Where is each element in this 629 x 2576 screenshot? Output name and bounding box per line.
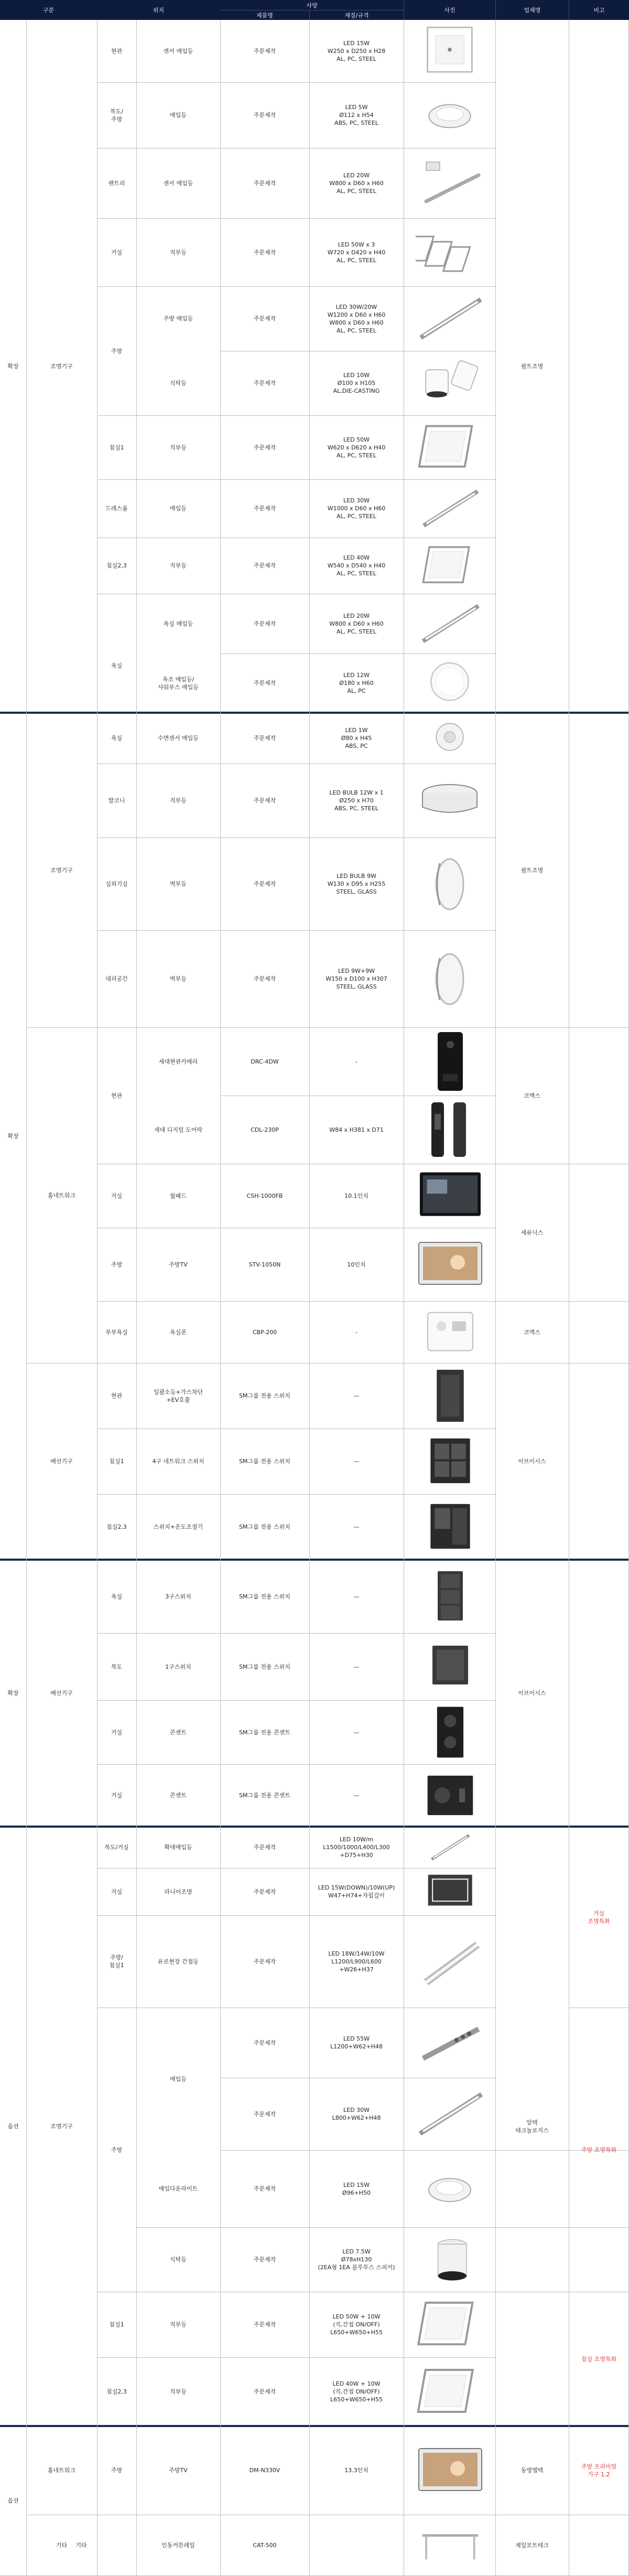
curtain-rail-icon — [404, 2515, 495, 2575]
room-label: 거실 — [111, 1888, 123, 1895]
item-type: 매입등 — [170, 112, 187, 119]
group-label: 조명기구 — [50, 2123, 73, 2130]
vendor-label: 동영엠텍 — [520, 2467, 544, 2474]
kitchen-tv-icon — [404, 2426, 495, 2515]
product-name: 주문제작 — [253, 2256, 276, 2263]
room-label: 침실2,3 — [106, 1523, 127, 1530]
material-spec: 13.3인치 — [344, 2467, 368, 2474]
magnetic-light-icon — [404, 2008, 495, 2078]
room-label: 부부욕실 — [105, 1328, 128, 1336]
material-spec: - — [355, 1058, 357, 1065]
product-name: SM그룹 전용 스위치 — [239, 1593, 290, 1600]
item-type: 벽부등 — [170, 881, 187, 887]
material-spec: LED 15W Ø96+H50 — [342, 2181, 371, 2196]
product-name: 주문제작 — [253, 249, 276, 256]
item-type: 직부등 — [170, 2388, 187, 2395]
room-label: 드레스룸 — [105, 505, 128, 512]
product-name: 주문제작 — [253, 2185, 276, 2192]
product-name: SM그룹 전용 스위치 — [239, 1663, 290, 1670]
item-type: 유로현장 간접등 — [158, 1958, 199, 1965]
item-type: 주방 매입등 — [163, 315, 193, 322]
material-spec: LED 50W x 3 W720 x D420 x H40 AL, PC, STEEL — [327, 241, 386, 264]
round-flat-light-icon — [404, 653, 495, 713]
linear-light-icon — [404, 2078, 495, 2150]
item-type: 일괄소등+가스차단 +EV호출 — [153, 1388, 203, 1403]
material-spec: LED 50W W620 x D620 x H40 AL, PC, STEEL — [327, 436, 386, 459]
room-label: 주방 — [111, 2146, 123, 2153]
header-remark: 비고 — [569, 0, 629, 20]
vendor-label: 제일모트테크 — [515, 2541, 549, 2549]
item-type: 세대현관카메라 — [158, 1058, 198, 1065]
item-type: 세대 디지털 도어락 — [154, 1126, 202, 1133]
product-name: 주문제작 — [253, 444, 276, 451]
product-name: CBP-200 — [252, 1328, 277, 1336]
material-spec: — — [353, 1392, 360, 1399]
item-type: 월패드 — [170, 1192, 187, 1199]
item-type: 욕실 매입등 — [163, 620, 193, 627]
header-location: 위치 — [97, 0, 220, 20]
room-label: 침실1 — [109, 444, 124, 451]
room-label: 욕실 — [111, 662, 123, 669]
room-label: 거실 — [111, 1192, 123, 1199]
material-spec: LED 5W Ø112 x H54 ABS, PC, STEEL — [334, 104, 378, 126]
product-name: 주문제작 — [253, 2110, 276, 2118]
material-spec: LED 30W W1000 x D60 x H60 AL, PC, STEEL — [327, 497, 386, 520]
profile-light-icon — [404, 1915, 495, 2008]
product-name: 주문제작 — [253, 797, 276, 804]
header-material-size: 재질/규격 — [309, 10, 404, 20]
item-type: 확대매입등 — [164, 1844, 192, 1851]
room-label: 거실 — [111, 1792, 123, 1799]
product-name: 주문제작 — [253, 112, 276, 119]
room-label: 침실2,3 — [106, 2388, 127, 2395]
product-name: 주문제작 — [253, 1844, 276, 1851]
material-spec: — — [353, 1593, 360, 1600]
product-name: CAT-500 — [253, 2541, 277, 2549]
room-label: 주방/ 침실1 — [109, 1954, 124, 1969]
product-name: 주문제작 — [253, 881, 276, 887]
ceiling-light-icon — [404, 764, 495, 838]
material-spec: LED 9W+9W W150 x D100 x H307 STEEL, GLASS — [326, 968, 387, 990]
kitchen-tv-icon — [404, 1228, 495, 1301]
material-spec: — — [353, 1729, 360, 1736]
square-panel-light-icon — [404, 2357, 495, 2426]
vendor-label: 코맥스 — [524, 1328, 540, 1336]
material-spec: LED 10W Ø100 x H105 AL,DIE-CASTING — [333, 372, 380, 394]
product-name: DM-N330V — [249, 2467, 280, 2474]
vendor-label: 이브이시스 — [518, 1458, 546, 1465]
header-photo: 사진 — [404, 0, 495, 20]
item-type: 직부등 — [170, 444, 187, 451]
speaker-light-icon — [404, 2227, 495, 2292]
linear-light-icon — [404, 1827, 495, 1868]
network-switch-icon — [404, 1429, 495, 1494]
item-type: 직부등 — [170, 562, 187, 569]
group-label: 배선기구 — [50, 1690, 73, 1697]
product-name: 주문제작 — [253, 562, 276, 569]
linear-light-icon — [404, 479, 495, 538]
material-spec: LED 40W W540 x D540 x H40 AL, PC, STEEL — [327, 554, 386, 577]
material-spec: LED 50W + 10W (직,간접 ON/OFF) L650+W650+H55 — [330, 2313, 383, 2336]
switch-1gang-icon — [404, 1633, 495, 1700]
material-spec: 10인치 — [347, 1261, 366, 1268]
downlight-icon — [404, 2150, 495, 2227]
vendor-label: 필트조명 — [520, 866, 544, 874]
group-label: 기타 — [56, 2541, 68, 2549]
product-name: 주문제작 — [253, 1888, 276, 1895]
item-type: 주방TV — [169, 1261, 188, 1268]
material-spec: LED BULB 9W W130 x D95 x H255 STEEL, GLASS — [327, 873, 386, 895]
material-spec: LED 18W/14W/10W L1200/L900/L600 +W26+H37 — [328, 1950, 385, 1973]
product-name: CSH-1000FB — [246, 1192, 283, 1199]
room-label: 현관 — [111, 1392, 123, 1399]
vendor-label: 필트조명 — [520, 363, 544, 370]
item-type: 식탁등 — [170, 380, 187, 387]
door-lock-icon — [404, 1096, 495, 1164]
room-label: 침실2,3 — [106, 562, 127, 569]
material-spec: — — [353, 1458, 360, 1465]
product-name: SM그룹 전용 스위치 — [239, 1392, 290, 1399]
item-type: 콘센트 — [170, 1792, 187, 1799]
material-spec: LED 15W W250 x D250 x H28 AL, PC, STEEL — [327, 40, 386, 62]
zone-label: 옵션 — [7, 2123, 19, 2130]
vendor-label: 코맥스 — [524, 1092, 540, 1099]
group-label: 조명기구 — [50, 363, 73, 370]
room-label: 주방 — [111, 2467, 123, 2474]
product-name: SM그룹 전용 스위치 — [239, 1523, 290, 1530]
remark-label: 주방 프리미엄 가구 1,2 — [581, 2463, 617, 2478]
square-panel-light-icon — [404, 2292, 495, 2357]
downlight-icon — [404, 82, 495, 148]
product-name: 주문제작 — [253, 1958, 276, 1965]
group-label: 배선기구 — [50, 1458, 73, 1465]
room-label: 현관 — [111, 48, 123, 55]
square-panel-light-icon — [404, 415, 495, 479]
room-label: 욕실 — [111, 735, 123, 742]
room-label: 주방 — [111, 347, 123, 355]
room-label: 복도 — [111, 1663, 123, 1670]
material-spec: W84 x H381 x D71 — [329, 1126, 384, 1133]
item-type: 직부등 — [170, 249, 187, 256]
room-label: 대피공간 — [105, 975, 128, 982]
room-label: 복도/ 주방 — [110, 108, 123, 123]
item-type: 스위치+온도조절기 — [153, 1523, 203, 1530]
product-name: 주문제작 — [253, 680, 276, 686]
zone-label: 옵션 — [7, 2497, 19, 2504]
room-label: 실외기실 — [105, 881, 128, 887]
product-name: 주문제작 — [253, 48, 276, 55]
product-name: SM그룹 전용 콘센트 — [239, 1792, 290, 1799]
item-type: 욕조 매입등/ 샤워부스 매입등 — [158, 675, 199, 691]
triple-panel-light-icon — [404, 218, 495, 286]
type-label: 매입등 — [170, 2075, 187, 2083]
item-type: 라니어조명 — [164, 1888, 192, 1895]
room-label: 발코니 — [108, 797, 125, 804]
group-label: 조명기구 — [50, 866, 73, 874]
zone-label: 확장 — [7, 1690, 19, 1697]
material-spec: LED 30W/20W W1200 x D60 x H60 W800 x D60 x H60 AL, PC, STEEL — [327, 303, 386, 334]
room-label: 복도/거실 — [104, 1844, 129, 1851]
switch-3gang-icon — [404, 1560, 495, 1633]
room-label: 욕실 — [111, 1593, 123, 1600]
material-spec: — — [353, 1663, 360, 1670]
material-spec: — — [353, 1523, 360, 1530]
wall-light-icon — [404, 838, 495, 930]
material-spec: LED 40W + 10W (직,간접 ON/OFF) L650+W650+H55 — [330, 2380, 383, 2403]
item-type: 직부등 — [170, 797, 187, 804]
material-spec: LED BULB 12W x 1 Ø250 x H70 ABS, PC, STEEL — [329, 789, 384, 812]
product-name: 주문제작 — [253, 975, 276, 982]
item-type: 욕실폰 — [170, 1328, 187, 1336]
item-type: 벽부등 — [170, 975, 187, 982]
product-name: SM그룹 전용 스위치 — [239, 1458, 290, 1465]
linear-light-icon — [404, 286, 495, 351]
vendor-label: 알텍 테크놀로지스 — [515, 2119, 549, 2134]
product-name: 주문제작 — [253, 735, 276, 742]
zone-label: 확장 — [7, 1133, 19, 1140]
linear-light-icon — [404, 594, 495, 653]
product-name: STV-1050N — [248, 1261, 281, 1268]
item-type: 4구 네트워크 스위치 — [152, 1458, 204, 1465]
product-name: DRC-4DW — [251, 1058, 279, 1065]
remark-label: 주방 조명특화 — [581, 2146, 617, 2153]
material-spec: LED 55W L1200+W62+H48 — [330, 2035, 383, 2050]
material-spec: LED 20W W800 x D60 x H60 AL, PC, STEEL — [329, 171, 384, 195]
product-name: SM그룹 전용 콘센트 — [239, 1729, 290, 1736]
group-label: 홈네트워크 — [47, 1192, 76, 1199]
material-spec: 10.1인치 — [344, 1192, 368, 1199]
header-category: 구분 — [0, 0, 97, 20]
vendor-label: 이브이시스 — [518, 1690, 546, 1697]
item-type: 3구스위치 — [165, 1593, 191, 1600]
spot-light-icon — [404, 351, 495, 415]
header-vendor: 업체명 — [495, 0, 569, 20]
item-type: 수면센서 매입등 — [158, 735, 199, 742]
group-label: 홈네트워크 — [47, 2467, 76, 2474]
material-spec — [309, 2515, 404, 2575]
item-type: 인동커튼레일 — [161, 2541, 195, 2549]
material-spec: LED 10W/m L1500/1000/L400/L300 +D75+H30 — [323, 1836, 390, 1859]
item-type: 1구스위치 — [165, 1663, 191, 1670]
vendor-label: 세유닉스 — [520, 1229, 544, 1236]
material-spec: LED 7.5W Ø78xH130 (2EA형 1EA 블루투스 스피커) — [318, 2248, 395, 2271]
wallpad-icon — [404, 1164, 495, 1228]
product-name: 주문제작 — [253, 2039, 276, 2046]
door-camera-icon — [404, 1027, 495, 1096]
outlet-icon — [404, 1700, 495, 1764]
material-spec: - — [355, 1328, 357, 1336]
product-name: 주문제작 — [253, 179, 276, 187]
room-label: 거실 — [111, 1729, 123, 1736]
item-type: 매입다운라이트 — [158, 2185, 198, 2192]
master-switch-icon — [404, 1363, 495, 1429]
sensor-light-icon — [404, 713, 495, 764]
item-type: 주방TV — [169, 2467, 188, 2474]
zone-label: 확장 — [7, 363, 19, 370]
product-name: CDL-230P — [251, 1126, 279, 1133]
item-type: 센서 매입등 — [163, 179, 193, 187]
material-spec: — — [353, 1792, 360, 1799]
ceiling-frame-light-icon — [404, 1868, 495, 1915]
product-name: 주문제작 — [253, 2388, 276, 2395]
square-panel-light-icon — [404, 538, 495, 594]
bathroom-phone-icon — [404, 1301, 495, 1363]
material-spec: LED 12W Ø180 x H60 AL, PC — [339, 672, 374, 694]
item-type: 센서 매입등 — [163, 48, 193, 55]
material-spec: LED 1W Ø80 x H45 ABS, PC — [341, 727, 372, 749]
product-name: 주문제작 — [253, 2321, 276, 2328]
item-type: 직부등 — [170, 2321, 187, 2328]
remark-label: 거실 조명특화 — [588, 1909, 610, 1925]
product-name: 주문제작 — [253, 620, 276, 627]
room-label: 현관 — [111, 1092, 123, 1099]
material-spec: LED 15W(DOWN)/10W(UP) W47+H74+자립길이 — [318, 1884, 395, 1899]
product-name: 주문제작 — [253, 505, 276, 512]
thermostat-switch-icon — [404, 1494, 495, 1560]
item-type: 콘센트 — [170, 1729, 187, 1736]
sensor-linear-light-icon — [404, 148, 495, 218]
sensor-recessed-light-icon — [404, 20, 495, 82]
wall-light-icon — [404, 930, 495, 1027]
material-spec: LED 30W L800+W62+H48 — [332, 2107, 381, 2121]
material-spec: LED 20W W800 x D60 x H60 AL, PC, STEEL — [329, 612, 384, 635]
room-label: 팬트리 — [108, 179, 125, 187]
product-name: 주문제작 — [253, 380, 276, 387]
room-label: 거실 — [111, 249, 123, 256]
room-label: 주방 — [111, 1261, 123, 1268]
item-type: 매입등 — [170, 505, 187, 512]
item-type: 식탁등 — [170, 2256, 187, 2263]
room-label: 침실1 — [109, 2321, 124, 2328]
outlet-usb-icon — [404, 1764, 495, 1827]
remark-label: 침실 조명특화 — [581, 2355, 617, 2363]
room-label: 기타 — [75, 2541, 87, 2549]
product-name: 주문제작 — [253, 315, 276, 322]
header-product: 제품명 — [220, 10, 309, 20]
header-spec: 사양 — [220, 0, 404, 10]
room-label: 침실1 — [109, 1458, 124, 1465]
